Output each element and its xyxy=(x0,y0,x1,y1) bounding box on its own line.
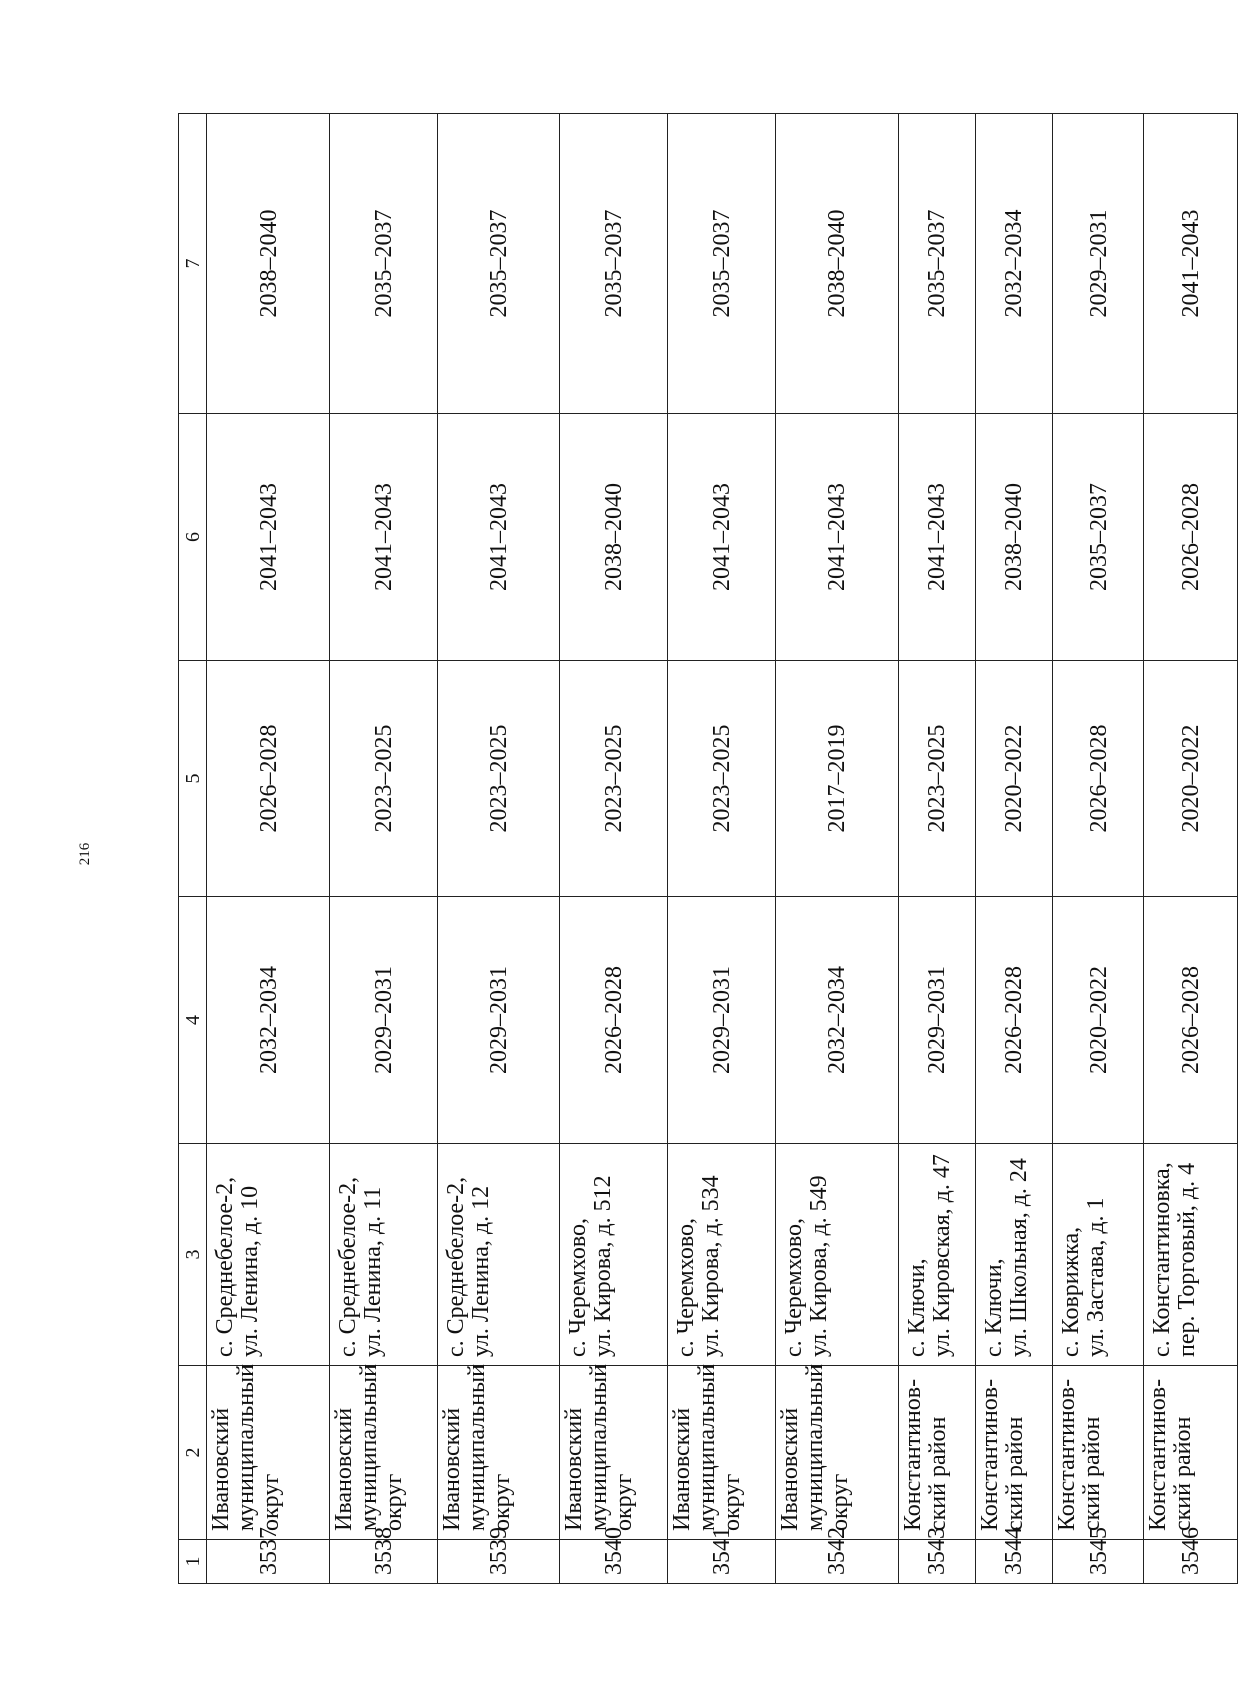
column-number-1: 1 xyxy=(179,1540,207,1584)
table-row xyxy=(329,114,437,1584)
region-cell-line: муниципальный xyxy=(355,1363,382,1531)
period-cell-col6: 2041–2043 xyxy=(898,414,975,661)
column-number-3: 3 xyxy=(179,1144,207,1366)
period-cell-col6: 2041–2043 xyxy=(329,414,437,661)
region-cell-line: Константинов- xyxy=(899,1378,926,1531)
address-cell-line: ул. Кировская, д. 47 xyxy=(928,1154,955,1357)
region-cell-line: муниципальный xyxy=(801,1363,828,1531)
region-cell-line: округ xyxy=(611,1473,638,1531)
address-cell-line: с. Константиновка, xyxy=(1149,1162,1176,1357)
address-cell xyxy=(1144,1144,1238,1366)
region-cell xyxy=(775,1363,898,1540)
period-cell-col6: 2041–2043 xyxy=(207,414,330,661)
region-cell-line: округ xyxy=(826,1473,853,1531)
address-cell-line: ул. Кирова, д. 534 xyxy=(698,1175,725,1357)
address-cell xyxy=(668,1144,776,1366)
region-cell xyxy=(560,1363,668,1540)
address-cell-line: с. Среднебелое-2, xyxy=(334,1176,361,1357)
address-cell xyxy=(207,1144,330,1366)
region-cell-line: Ивановский xyxy=(669,1407,696,1531)
address-cell-line: с. Ключи, xyxy=(903,1258,930,1357)
table-row xyxy=(898,114,975,1584)
address-cell xyxy=(329,1144,437,1366)
region-cell-line: Константинов- xyxy=(1054,1378,1081,1531)
period-cell-col4: 2026–2028 xyxy=(1144,897,1238,1144)
page-number: 216 xyxy=(77,842,93,866)
period-cell-col4: 2029–2031 xyxy=(898,897,975,1144)
period-cell-col6: 2035–2037 xyxy=(1053,414,1144,661)
period-cell-col6: 2026–2028 xyxy=(1144,414,1238,661)
period-cell-col5: 2020–2022 xyxy=(975,661,1052,897)
region-cell-line: Ивановский xyxy=(438,1407,465,1531)
period-cell-col7: 2035–2037 xyxy=(329,114,437,414)
address-cell xyxy=(775,1144,898,1366)
period-cell-col5: 2026–2028 xyxy=(207,661,330,897)
address-cell-line: ул. Школьная, д. 24 xyxy=(1005,1158,1032,1357)
region-cell xyxy=(975,1366,1052,1540)
period-cell-col6: 2038–2040 xyxy=(975,414,1052,661)
rotated-table-container xyxy=(178,114,1238,1584)
region-cell-line: муниципальный xyxy=(694,1363,721,1531)
row-number-cell: 3542 xyxy=(775,1540,898,1584)
period-cell-col4: 2032–2034 xyxy=(775,897,898,1144)
row-number-cell: 3539 xyxy=(437,1540,560,1584)
table-row xyxy=(975,114,1052,1584)
period-cell-col4: 2032–2034 xyxy=(207,897,330,1144)
row-number-cell: 3540 xyxy=(560,1540,668,1584)
address-cell-line: пер. Торговый, д. 4 xyxy=(1174,1162,1201,1357)
region-cell xyxy=(1053,1366,1144,1540)
row-number-cell: 3544 xyxy=(975,1540,1052,1584)
period-cell-col5: 2017–2019 xyxy=(775,661,898,897)
address-cell-line: ул. Кирова, д. 512 xyxy=(590,1175,617,1357)
period-cell-col4: 2029–2031 xyxy=(437,897,560,1144)
region-cell-line: ский район xyxy=(1079,1416,1106,1531)
period-cell-col4: 2020–2022 xyxy=(1053,897,1144,1144)
period-cell-col5: 2026–2028 xyxy=(1053,661,1144,897)
period-cell-col4: 2029–2031 xyxy=(668,897,776,1144)
period-cell-col7: 2038–2040 xyxy=(207,114,330,414)
period-cell-col7: 2035–2037 xyxy=(560,114,668,414)
region-cell-line: Константинов- xyxy=(976,1378,1003,1531)
region-cell-line: ский район xyxy=(924,1416,951,1531)
address-cell-line: с. Черемхово, xyxy=(673,1218,700,1357)
region-cell-line: Ивановский xyxy=(330,1407,357,1531)
row-number-cell: 3545 xyxy=(1053,1540,1144,1584)
period-cell-col6: 2041–2043 xyxy=(668,414,776,661)
region-cell-line: Константинов- xyxy=(1145,1378,1172,1531)
region-cell-line: округ xyxy=(488,1473,515,1531)
address-cell-line: ул. Ленина, д. 10 xyxy=(237,1185,264,1357)
period-cell-col7: 2035–2037 xyxy=(898,114,975,414)
address-cell xyxy=(560,1144,668,1366)
period-cell-col5: 2023–2025 xyxy=(898,661,975,897)
period-cell-col7: 2038–2040 xyxy=(775,114,898,414)
address-cell-line: ул. Ленина, д. 12 xyxy=(467,1185,494,1357)
column-number-5: 5 xyxy=(179,661,207,897)
address-cell-line: с. Черемхово, xyxy=(565,1218,592,1357)
address-cell xyxy=(975,1144,1052,1366)
address-cell-line: ул. Ленина, д. 11 xyxy=(359,1186,386,1357)
column-number-4: 4 xyxy=(179,897,207,1144)
row-number-cell: 3543 xyxy=(898,1540,975,1584)
region-cell-line: муниципальный xyxy=(586,1363,613,1531)
region-cell-line: ский район xyxy=(1170,1416,1197,1531)
address-cell-line: с. Среднебелое-2, xyxy=(442,1176,469,1357)
data-table xyxy=(178,113,1238,1584)
region-cell-line: ский район xyxy=(1001,1416,1028,1531)
region-cell xyxy=(437,1363,560,1540)
period-cell-col5: 2023–2025 xyxy=(560,661,668,897)
column-number-6: 6 xyxy=(179,414,207,661)
table-row xyxy=(207,114,330,1584)
table-row xyxy=(560,114,668,1584)
table-row xyxy=(668,114,776,1584)
address-cell-line: ул. Кирова, д. 549 xyxy=(805,1175,832,1357)
table-body xyxy=(179,114,1238,1584)
address-cell-line: с. Черемхово, xyxy=(780,1218,807,1357)
region-cell xyxy=(668,1363,776,1540)
period-cell-col4: 2026–2028 xyxy=(975,897,1052,1144)
column-number-7: 7 xyxy=(179,114,207,414)
region-cell-line: Ивановский xyxy=(561,1407,588,1531)
table-row xyxy=(437,114,560,1584)
address-cell-line: с. Ключи, xyxy=(980,1258,1007,1357)
address-cell-line: с. Коврижка, xyxy=(1058,1226,1085,1357)
period-cell-col5: 2023–2025 xyxy=(668,661,776,897)
period-cell-col5: 2023–2025 xyxy=(437,661,560,897)
address-cell xyxy=(437,1144,560,1366)
period-cell-col6: 2038–2040 xyxy=(560,414,668,661)
region-cell-line: округ xyxy=(719,1473,746,1531)
period-cell-col4: 2029–2031 xyxy=(329,897,437,1144)
table-row xyxy=(775,114,898,1584)
row-number-cell: 3541 xyxy=(668,1540,776,1584)
region-cell-line: округ xyxy=(380,1473,407,1531)
period-cell-col7: 2035–2037 xyxy=(437,114,560,414)
row-number-cell: 3546 xyxy=(1144,1540,1238,1584)
region-cell xyxy=(207,1363,330,1540)
row-number-cell: 3538 xyxy=(329,1540,437,1584)
period-cell-col6: 2041–2043 xyxy=(437,414,560,661)
region-cell-line: округ xyxy=(258,1473,285,1531)
column-number-2: 2 xyxy=(179,1366,207,1540)
region-cell xyxy=(329,1363,437,1540)
period-cell-col5: 2023–2025 xyxy=(329,661,437,897)
period-cell-col7: 2041–2043 xyxy=(1144,114,1238,414)
region-cell xyxy=(1144,1366,1238,1540)
period-cell-col7: 2032–2034 xyxy=(975,114,1052,414)
header-row xyxy=(179,114,207,1584)
table-row xyxy=(1144,114,1238,1584)
period-cell-col7: 2035–2037 xyxy=(668,114,776,414)
period-cell-col4: 2026–2028 xyxy=(560,897,668,1144)
address-cell-line: с. Среднебелое-2, xyxy=(212,1176,239,1357)
table-row xyxy=(1053,114,1144,1584)
region-cell xyxy=(898,1366,975,1540)
period-cell-col5: 2020–2022 xyxy=(1144,661,1238,897)
period-cell-col6: 2041–2043 xyxy=(775,414,898,661)
row-number-cell: 3537 xyxy=(207,1540,330,1584)
period-cell-col7: 2029–2031 xyxy=(1053,114,1144,414)
address-cell xyxy=(898,1144,975,1366)
address-cell-line: ул. Застава, д. 1 xyxy=(1083,1197,1110,1357)
address-cell xyxy=(1053,1144,1144,1366)
region-cell-line: Ивановский xyxy=(776,1407,803,1531)
region-cell-line: Ивановский xyxy=(208,1407,235,1531)
region-cell-line: муниципальный xyxy=(463,1363,490,1531)
region-cell-line: муниципальный xyxy=(233,1363,260,1531)
